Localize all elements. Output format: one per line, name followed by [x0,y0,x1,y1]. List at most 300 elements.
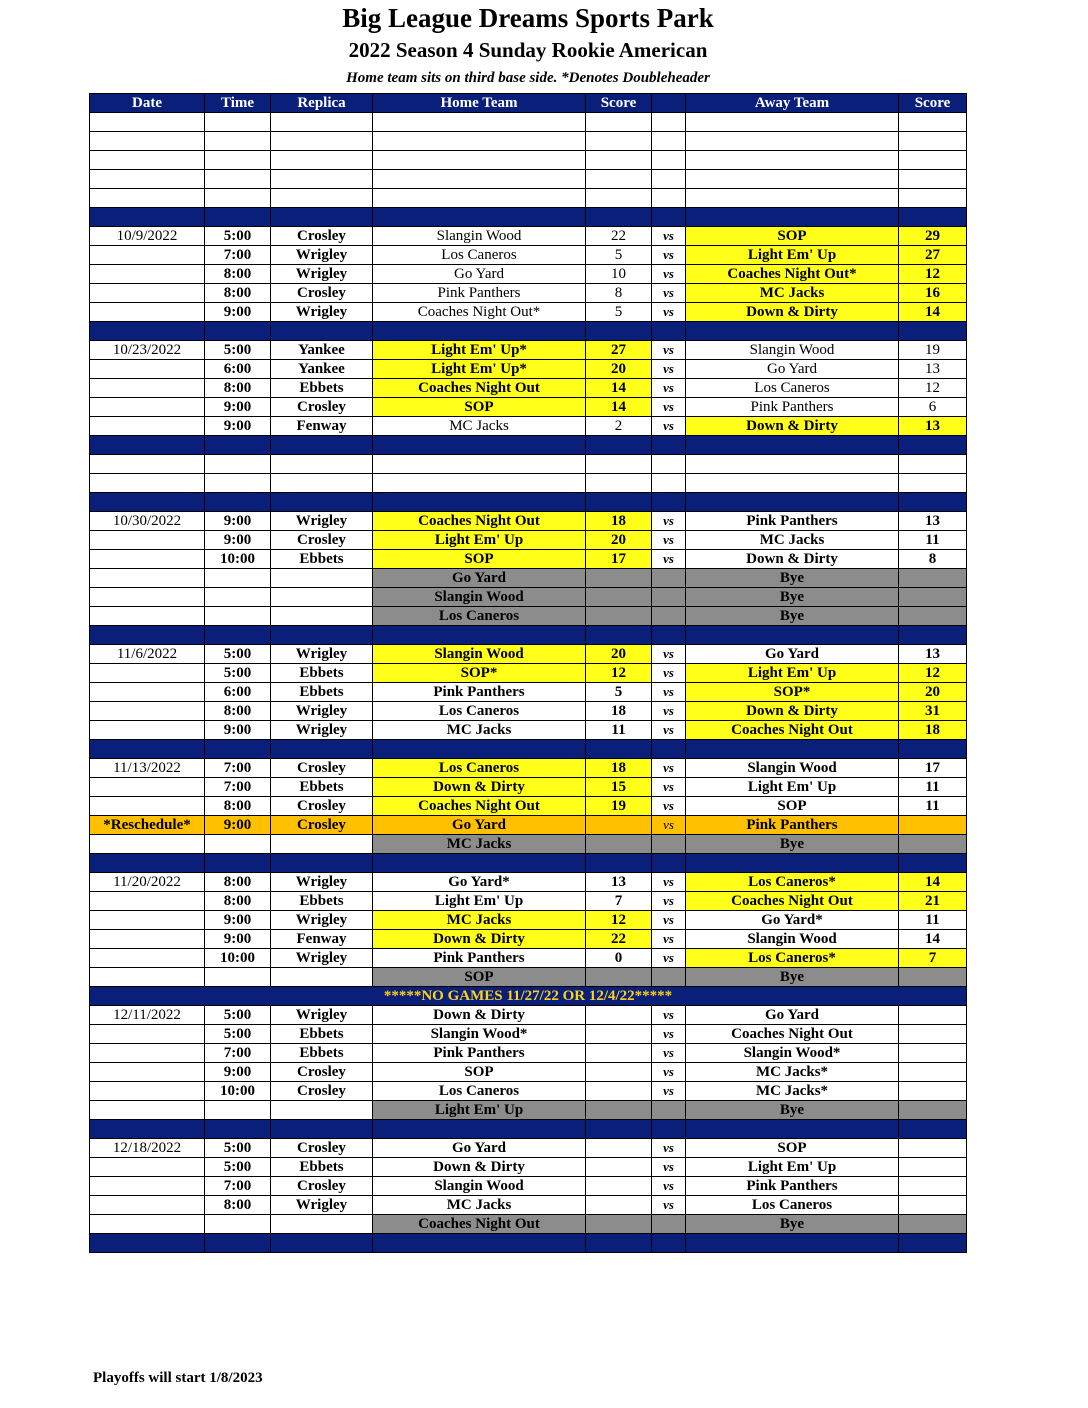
empty-cell [586,493,652,512]
empty-cell [90,189,205,208]
vs-cell [652,968,686,987]
away-team: Slangin Wood* [686,1044,899,1063]
date-cell [90,531,205,550]
away-score [899,1139,967,1158]
bye-label: Bye [686,607,899,626]
time-cell [205,968,271,987]
separator-row [90,208,967,227]
empty-cell [652,740,686,759]
empty-cell [373,1234,586,1253]
home-team: Slangin Wood [373,645,586,664]
home-team: SOP* [373,664,586,683]
time-cell: 8:00 [205,1196,271,1215]
no-games-notice: *****NO GAMES 11/27/22 OR 12/4/22***** [90,987,967,1006]
home-team: Los Caneros [373,246,586,265]
away-team: Los Caneros [686,379,899,398]
game-row [90,512,967,531]
home-team: MC Jacks [373,911,586,930]
game-row [90,1006,967,1025]
date-cell [90,1025,205,1044]
field-cell: Ebbets [271,683,373,702]
game-row [90,360,967,379]
home-score: 5 [586,303,652,322]
empty-cell [373,208,586,227]
away-score: 14 [899,930,967,949]
away-score [899,1158,967,1177]
empty-cell [90,208,205,227]
empty-cell [652,626,686,645]
empty-cell [899,208,967,227]
empty-cell [899,474,967,493]
vs-cell [652,835,686,854]
away-score [899,607,967,626]
home-score [586,588,652,607]
home-score: 0 [586,949,652,968]
home-score [586,1044,652,1063]
field-cell: Wrigley [271,265,373,284]
date-cell [90,379,205,398]
separator-row [90,436,967,455]
away-team: Down & Dirty [686,417,899,436]
empty-cell [271,208,373,227]
field-cell: Crosley [271,759,373,778]
bye-team: Light Em' Up [373,1101,586,1120]
empty-cell [271,436,373,455]
field-cell: Crosley [271,1139,373,1158]
empty-cell [652,1234,686,1253]
time-cell: 10:00 [205,949,271,968]
away-team: Slangin Wood [686,341,899,360]
empty-cell [271,1120,373,1139]
empty-cell [90,436,205,455]
date-cell [90,702,205,721]
empty-cell [90,854,205,873]
field-cell: Crosley [271,797,373,816]
date-cell [90,664,205,683]
empty-cell [205,493,271,512]
time-cell [205,569,271,588]
empty-cell [90,1120,205,1139]
game-row [90,379,967,398]
time-cell: 9:00 [205,417,271,436]
time-cell: 9:00 [205,721,271,740]
away-score: 14 [899,303,967,322]
home-score: 27 [586,341,652,360]
empty-cell [205,151,271,170]
bye-row [90,569,967,588]
empty-cell [373,189,586,208]
vs-label: vs [652,284,686,303]
away-team: MC Jacks [686,531,899,550]
col-header-home-team: Home Team [373,94,586,113]
away-score: 13 [899,360,967,379]
empty-cell [686,170,899,189]
empty-cell [271,189,373,208]
home-team: Slangin Wood [373,227,586,246]
away-team: Pink Panthers [686,816,899,835]
bye-label: Bye [686,1215,899,1234]
empty-cell [271,455,373,474]
separator-row [90,854,967,873]
col-header-vs [652,94,686,113]
empty-cell [90,455,205,474]
away-score [899,569,967,588]
time-cell: 9:00 [205,816,271,835]
field-cell: Crosley [271,1082,373,1101]
away-score [899,1215,967,1234]
vs-label: vs [652,1177,686,1196]
vs-label: vs [652,702,686,721]
empty-cell [652,455,686,474]
field-cell: Ebbets [271,664,373,683]
empty-cell [586,1234,652,1253]
empty-row [90,455,967,474]
empty-cell [586,740,652,759]
field-cell [271,968,373,987]
empty-cell [899,189,967,208]
away-score: 11 [899,778,967,797]
empty-cell [373,474,586,493]
date-cell: 10/30/2022 [90,512,205,531]
bye-label: Bye [686,1101,899,1120]
away-team: MC Jacks [686,284,899,303]
time-cell: 8:00 [205,284,271,303]
vs-label: vs [652,512,686,531]
home-score: 20 [586,645,652,664]
game-row [90,303,967,322]
home-score [586,1025,652,1044]
away-team: Pink Panthers [686,512,899,531]
game-row [90,531,967,550]
vs-label: vs [652,360,686,379]
bye-team: Los Caneros [373,607,586,626]
empty-cell [90,132,205,151]
field-cell [271,835,373,854]
vs-label: vs [652,721,686,740]
away-score: 16 [899,284,967,303]
away-team: Los Caneros* [686,873,899,892]
date-cell [90,1177,205,1196]
vs-label: vs [652,797,686,816]
empty-cell [586,208,652,227]
date-cell [90,1215,205,1234]
date-cell [90,550,205,569]
game-row [90,341,967,360]
home-score [586,835,652,854]
empty-cell [205,455,271,474]
field-cell [271,569,373,588]
time-cell: 6:00 [205,683,271,702]
empty-cell [205,132,271,151]
empty-cell [586,455,652,474]
away-team: Light Em' Up [686,1158,899,1177]
away-team: Los Caneros [686,1196,899,1215]
home-score: 2 [586,417,652,436]
date-cell: 11/13/2022 [90,759,205,778]
empty-cell [686,493,899,512]
home-score [586,607,652,626]
home-team: Coaches Night Out [373,797,586,816]
date-cell [90,911,205,930]
empty-cell [271,113,373,132]
vs-label: vs [652,1139,686,1158]
empty-cell [686,740,899,759]
time-cell [205,1215,271,1234]
vs-label: vs [652,892,686,911]
game-row [90,683,967,702]
time-cell: 5:00 [205,664,271,683]
empty-cell [373,170,586,189]
date-cell [90,360,205,379]
empty-cell [652,436,686,455]
date-cell [90,778,205,797]
empty-cell [899,151,967,170]
date-cell [90,835,205,854]
separator-row [90,322,967,341]
field-cell: Crosley [271,531,373,550]
empty-cell [205,208,271,227]
date-cell [90,797,205,816]
away-score: 14 [899,873,967,892]
empty-cell [686,189,899,208]
vs-label: vs [652,778,686,797]
bye-row [90,968,967,987]
date-cell [90,721,205,740]
empty-cell [271,1234,373,1253]
away-team: Slangin Wood [686,930,899,949]
away-score [899,968,967,987]
vs-label: vs [652,1063,686,1082]
empty-cell [652,151,686,170]
empty-cell [686,208,899,227]
vs-label: vs [652,683,686,702]
home-team: SOP [373,550,586,569]
game-row [90,930,967,949]
home-score: 17 [586,550,652,569]
home-score: 11 [586,721,652,740]
game-row [90,1139,967,1158]
empty-row [90,151,967,170]
bye-team: Slangin Wood [373,588,586,607]
vs-label: vs [652,873,686,892]
empty-cell [90,493,205,512]
away-score: 7 [899,949,967,968]
col-header-replica: Replica [271,94,373,113]
empty-cell [686,151,899,170]
empty-cell [652,493,686,512]
home-score: 12 [586,664,652,683]
vs-label: vs [652,303,686,322]
home-team: Down & Dirty [373,778,586,797]
vs-cell [652,1215,686,1234]
empty-cell [686,113,899,132]
separator-row [90,740,967,759]
time-cell: 9:00 [205,531,271,550]
vs-cell [652,569,686,588]
time-cell [205,1101,271,1120]
game-row [90,1044,967,1063]
bye-team: Coaches Night Out [373,1215,586,1234]
col-header-home-score: Score [586,94,652,113]
field-cell: Ebbets [271,778,373,797]
date-cell: 11/6/2022 [90,645,205,664]
field-cell [271,588,373,607]
empty-row [90,474,967,493]
game-row [90,797,967,816]
home-score: 10 [586,265,652,284]
empty-cell [686,132,899,151]
empty-cell [686,455,899,474]
field-cell: Wrigley [271,303,373,322]
empty-cell [90,151,205,170]
away-team: Light Em' Up [686,778,899,797]
field-cell: Ebbets [271,1158,373,1177]
time-cell: 5:00 [205,1139,271,1158]
game-row [90,949,967,968]
col-header-date: Date [90,94,205,113]
date-cell [90,1082,205,1101]
home-score [586,569,652,588]
home-score: 5 [586,683,652,702]
vs-label: vs [652,664,686,683]
empty-cell [899,132,967,151]
field-cell: Ebbets [271,1044,373,1063]
home-team: Go Yard* [373,873,586,892]
home-score [586,1196,652,1215]
field-cell: Wrigley [271,911,373,930]
away-team: Down & Dirty [686,550,899,569]
away-score: 11 [899,911,967,930]
date-cell [90,284,205,303]
empty-row [90,132,967,151]
away-team: Slangin Wood [686,759,899,778]
game-row [90,892,967,911]
home-team: Light Em' Up* [373,341,586,360]
away-team: MC Jacks* [686,1082,899,1101]
away-score: 17 [899,759,967,778]
home-score [586,1215,652,1234]
home-team: MC Jacks [373,1196,586,1215]
home-team: SOP [373,398,586,417]
home-score [586,1101,652,1120]
home-score: 13 [586,873,652,892]
away-score: 6 [899,398,967,417]
empty-cell [271,493,373,512]
away-team: Go Yard [686,360,899,379]
empty-cell [90,740,205,759]
time-cell: 8:00 [205,379,271,398]
empty-cell [586,322,652,341]
game-row [90,873,967,892]
empty-cell [686,1234,899,1253]
field-cell: Yankee [271,341,373,360]
away-score [899,1006,967,1025]
empty-cell [205,740,271,759]
time-cell: 9:00 [205,930,271,949]
away-team: SOP [686,797,899,816]
date-cell: 12/11/2022 [90,1006,205,1025]
home-team: Pink Panthers [373,683,586,702]
home-team: Slangin Wood [373,1177,586,1196]
empty-cell [271,854,373,873]
home-team: Los Caneros [373,702,586,721]
away-team: Go Yard* [686,911,899,930]
field-cell: Wrigley [271,512,373,531]
away-score: 12 [899,265,967,284]
vs-label: vs [652,341,686,360]
home-score: 22 [586,930,652,949]
time-cell: 8:00 [205,797,271,816]
bye-label: Bye [686,968,899,987]
game-row [90,778,967,797]
away-score [899,835,967,854]
away-team: Go Yard [686,645,899,664]
empty-cell [373,113,586,132]
empty-cell [205,626,271,645]
home-team: SOP [373,1063,586,1082]
field-cell: Yankee [271,360,373,379]
date-cell [90,1196,205,1215]
home-score: 18 [586,702,652,721]
empty-cell [373,455,586,474]
away-team: Light Em' Up [686,664,899,683]
game-row [90,1177,967,1196]
home-score [586,1082,652,1101]
time-cell: 5:00 [205,227,271,246]
empty-cell [205,170,271,189]
home-team: Pink Panthers [373,1044,586,1063]
home-team: Light Em' Up [373,531,586,550]
field-cell: Ebbets [271,1025,373,1044]
time-cell: 6:00 [205,360,271,379]
page-title: Big League Dreams Sports Park [342,3,714,33]
date-cell [90,303,205,322]
home-score: 7 [586,892,652,911]
home-score [586,1177,652,1196]
time-cell: 7:00 [205,1044,271,1063]
field-cell: Wrigley [271,246,373,265]
away-score: 31 [899,702,967,721]
home-score: 14 [586,379,652,398]
date-cell: 11/20/2022 [90,873,205,892]
field-cell: Crosley [271,227,373,246]
away-score [899,1025,967,1044]
schedule-note: Home team sits on third base side. *Denotes Doubleheader [346,70,710,86]
home-team: Down & Dirty [373,1158,586,1177]
game-row [90,550,967,569]
field-cell: Wrigley [271,645,373,664]
empty-cell [686,474,899,493]
home-score [586,816,652,835]
home-team: Slangin Wood* [373,1025,586,1044]
away-score: 18 [899,721,967,740]
time-cell: 10:00 [205,550,271,569]
schedule-body [90,113,967,1253]
home-score [586,1139,652,1158]
away-score: 12 [899,664,967,683]
home-team: Light Em' Up [373,892,586,911]
field-cell: Crosley [271,816,373,835]
empty-cell [652,189,686,208]
home-team: Light Em' Up* [373,360,586,379]
vs-label: vs [652,911,686,930]
date-cell [90,569,205,588]
date-cell: 10/9/2022 [90,227,205,246]
time-cell: 9:00 [205,398,271,417]
home-team: Go Yard [373,265,586,284]
home-team: Coaches Night Out [373,512,586,531]
field-cell: Crosley [271,398,373,417]
